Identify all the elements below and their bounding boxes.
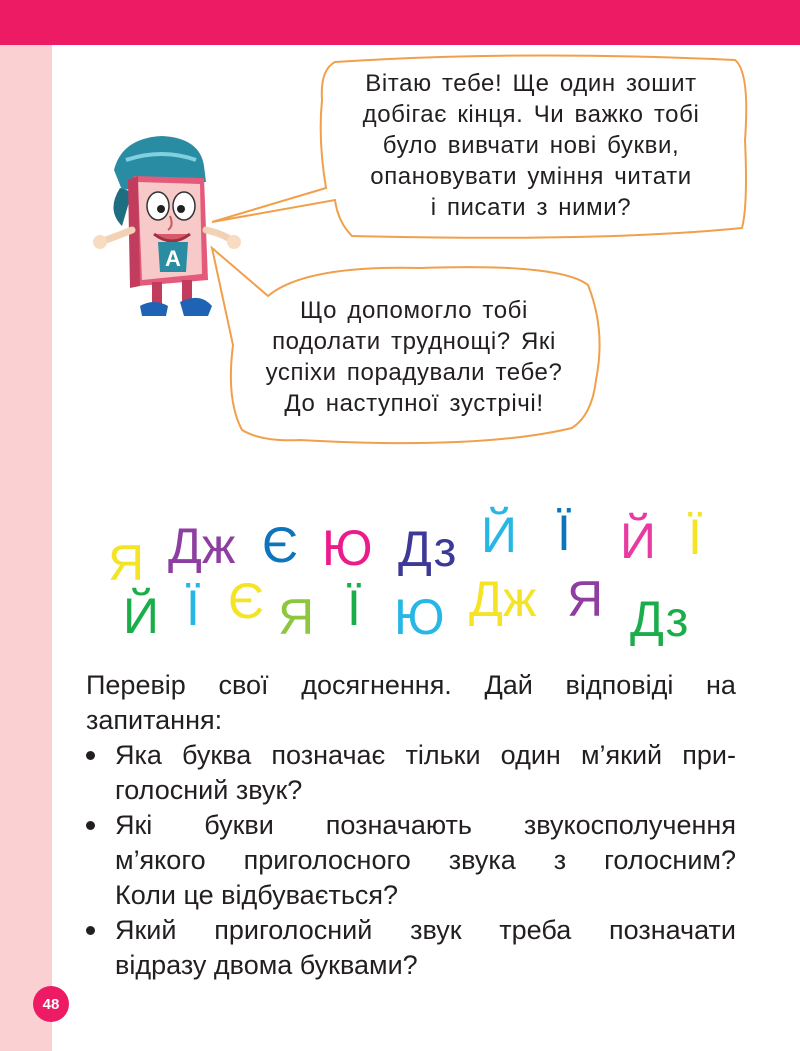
word: тільки <box>405 740 481 770</box>
letter: Ю <box>394 589 445 645</box>
word: треба <box>499 915 572 945</box>
word: з <box>553 845 567 875</box>
bullet-icon <box>86 926 95 935</box>
question-line: успіхи порадували тебе? <box>265 359 563 386</box>
page-number: 48 <box>33 986 69 1022</box>
bullet-icon <box>86 821 95 830</box>
letter: Дз <box>630 591 689 647</box>
question-text <box>232 295 596 419</box>
greeting-line: опановувати уміння читати <box>370 163 692 190</box>
letter: Дз <box>398 521 457 577</box>
letter: Дж <box>469 571 537 627</box>
word: буква <box>182 740 252 770</box>
word: Яка <box>115 740 162 770</box>
word: Який <box>115 915 177 945</box>
letter: Ї <box>557 505 571 561</box>
question-line <box>86 738 736 773</box>
letter: Є <box>228 573 264 629</box>
word: Коли це відбувається? <box>115 880 399 910</box>
question-item <box>86 738 736 808</box>
question-item <box>86 913 736 983</box>
letter: Ю <box>322 520 373 576</box>
question-line <box>86 948 736 983</box>
word: букви <box>204 810 274 840</box>
question-line: Що допомогло тобі <box>300 297 528 324</box>
word: відповіді <box>565 670 674 700</box>
word: один <box>500 740 561 770</box>
letter: Й <box>123 588 159 644</box>
word: відразу двома буквами? <box>115 950 418 980</box>
word: звукосполучення <box>523 810 736 840</box>
question-line <box>86 773 736 808</box>
greeting-line: добігає кінця. Чи важко тобі <box>362 101 700 128</box>
letter: Ї <box>688 509 702 565</box>
intro-line <box>86 668 736 703</box>
letter: Я <box>108 535 145 591</box>
word: голосним? <box>604 845 736 875</box>
letter: Й <box>481 507 517 563</box>
question-item <box>86 808 736 913</box>
word: позначати <box>609 915 736 945</box>
bullet-icon <box>86 751 95 760</box>
word: приголосний <box>214 915 373 945</box>
word: м’який <box>580 740 663 770</box>
word: м’якого <box>115 845 206 875</box>
word: досягнення. <box>301 670 452 700</box>
word: голосний звук? <box>115 775 303 805</box>
question-line <box>86 913 736 948</box>
letter: Я <box>567 571 604 627</box>
word: звук <box>410 915 462 945</box>
greeting-line: Вітаю тебе! Ще один зошит <box>365 70 697 97</box>
word: свої <box>218 670 269 700</box>
word: на <box>706 670 736 700</box>
task-text <box>86 668 736 983</box>
question-line: подолати труднощі? Які <box>272 328 556 355</box>
mascot-letter: А <box>165 246 181 271</box>
question-line <box>86 878 736 913</box>
greeting-line: було вивчати нові букви, <box>382 132 680 159</box>
book-mascot-icon <box>92 130 252 330</box>
letter: Я <box>278 589 315 645</box>
question-line: До наступної зустрічі! <box>284 390 544 417</box>
letter: Ї <box>347 580 361 636</box>
greeting-text <box>330 68 732 223</box>
word: Перевір <box>86 670 186 700</box>
word: приголосного <box>243 845 411 875</box>
word: при- <box>682 740 736 770</box>
word: запитання: <box>86 705 223 735</box>
letter: Й <box>620 513 656 569</box>
letter: Є <box>262 517 298 573</box>
word: Які <box>115 810 153 840</box>
greeting-line: і писати з ними? <box>430 194 632 221</box>
letter: Дж <box>168 518 236 574</box>
intro-line <box>86 703 736 738</box>
letter: Ї <box>186 580 200 636</box>
word: звука <box>448 845 516 875</box>
question-line <box>86 808 736 843</box>
word: позначає <box>271 740 386 770</box>
word: позначають <box>325 810 472 840</box>
word: Дай <box>484 670 533 700</box>
question-line <box>86 843 736 878</box>
